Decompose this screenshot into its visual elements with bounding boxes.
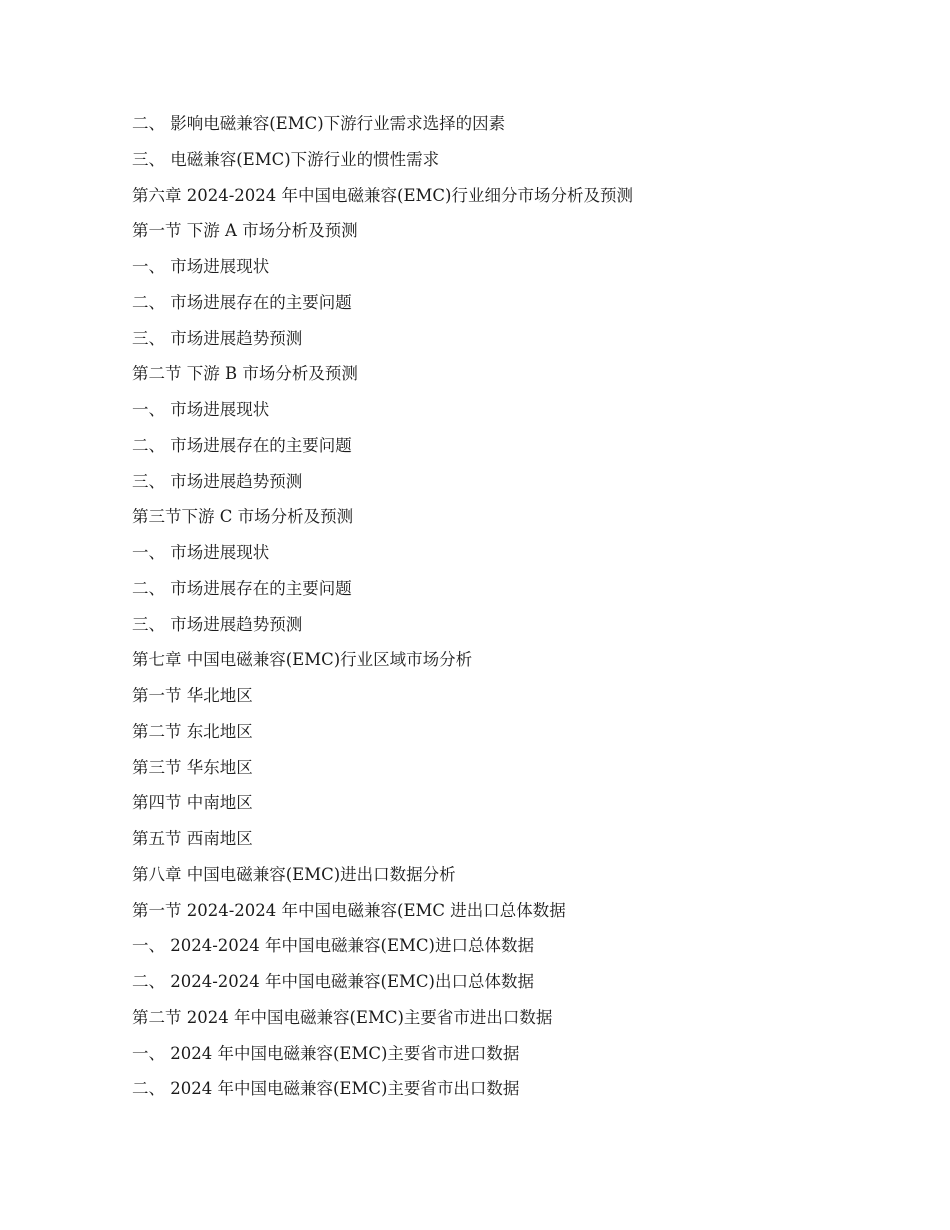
toc-chapter-heading: 第六章 2024-2024 年中国电磁兼容(EMC)行业细分市场分析及预测: [132, 185, 633, 205]
toc-section-heading: 第二节 东北地区: [132, 721, 253, 741]
toc-section-heading: 第二节 下游 B 市场分析及预测: [132, 364, 358, 384]
toc-line: 一、 市场进展现状: [132, 543, 270, 562]
toc-section-heading: 第二节 2024 年中国电磁兼容(EMC)主要省市进出口数据: [132, 1007, 553, 1027]
toc-line: 二、 2024 年中国电磁兼容(EMC)主要省市出口数据: [132, 1079, 520, 1099]
toc-section-heading: 第一节 华北地区: [132, 686, 253, 705]
toc-line: 三、 市场进展趋势预测: [132, 471, 303, 491]
table-of-contents: [132, 106, 912, 1107]
toc-line: 二、 2024-2024 年中国电磁兼容(EMC)出口总体数据: [132, 972, 534, 991]
toc-chapter-heading: 第八章 中国电磁兼容(EMC)进出口数据分析: [132, 864, 456, 884]
toc-line: 一、 市场进展现状: [132, 257, 270, 276]
toc-line: 二、 市场进展存在的主要问题: [132, 435, 352, 455]
toc-line: 三、 电磁兼容(EMC)下游行业的惯性需求: [132, 149, 440, 169]
toc-section-heading: 第三节下游 C 市场分析及预测: [132, 507, 354, 527]
toc-line: 二、 市场进展存在的主要问题: [132, 292, 352, 312]
toc-line: 一、 2024 年中国电磁兼容(EMC)主要省市进口数据: [132, 1043, 520, 1063]
toc-line: 三、 市场进展趋势预测: [132, 614, 303, 634]
toc-line: 三、 市场进展趋势预测: [132, 328, 303, 348]
toc-section-heading: 第四节 中南地区: [132, 793, 253, 813]
toc-section-heading: 第五节 西南地区: [132, 829, 253, 848]
toc-section-heading: 第一节 下游 A 市场分析及预测: [132, 221, 358, 241]
toc-section-heading: 第三节 华东地区: [132, 757, 253, 777]
toc-line: 二、 影响电磁兼容(EMC)下游行业需求选择的因素: [132, 114, 506, 133]
toc-line: 二、 市场进展存在的主要问题: [132, 578, 352, 598]
toc-chapter-heading: 第七章 中国电磁兼容(EMC)行业区域市场分析: [132, 650, 473, 670]
toc-section-heading: 第一节 2024-2024 年中国电磁兼容(EMC 进出口总体数据: [132, 900, 566, 920]
toc-line: 一、 2024-2024 年中国电磁兼容(EMC)进口总体数据: [132, 936, 534, 956]
toc-line: 一、 市场进展现状: [132, 400, 270, 419]
